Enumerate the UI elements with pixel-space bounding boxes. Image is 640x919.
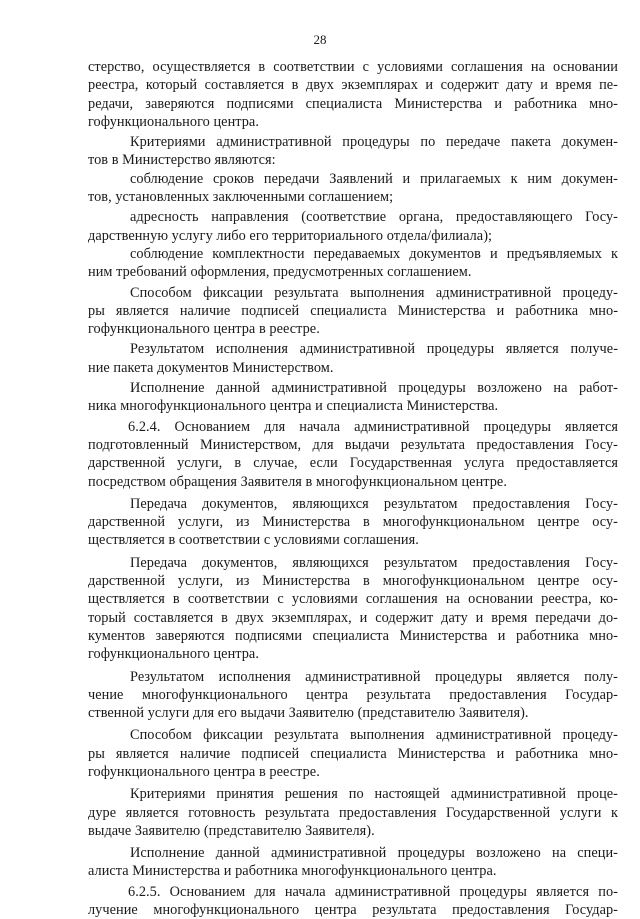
text-line: дуре является готовность результата предоставления Государственной услуги к [88, 804, 618, 821]
text-line: гофункционального центра в реестре. [88, 763, 320, 780]
text-line: дарственной услуги, из Министерства в многофункциональном центре осу- [88, 573, 618, 590]
text-line: стерство, осуществляется в соответствии с условиями соглашения на основании [88, 59, 618, 75]
text-line: ществляется в соответствии с условиями соглашения. [88, 532, 419, 549]
text-line: дарственной услуги, в случае, если Государственная услуга предоставляется [88, 455, 618, 472]
text-line: Результатом исполнения административной процедуры является получе- [130, 341, 618, 358]
text-line: Передача документов, являющихся результатом предоставления Госу- [130, 554, 618, 571]
text-line: дарственной услуги, из Министерства в многофункциональном центре осу- [88, 514, 618, 531]
text-line: посредством обращения Заявителя в многофункциональном центре. [88, 473, 507, 490]
text-line: кументов заверяются подписями специалиста Министерства и работника мно- [88, 627, 618, 644]
document-body [88, 58, 618, 919]
text-line: Исполнение данной административной процедуры возложено на специ- [130, 845, 618, 862]
text-line: лучение многофункционального центра результата предоставления Государ- [88, 902, 618, 919]
text-line: ние пакета документов Министерством. [88, 359, 334, 376]
text-line: чение многофункционального центра результата предоставления Государ- [88, 686, 618, 703]
text-line: 6.2.5. Основанием для начала административной процедуры является по- [128, 883, 618, 900]
text-line: редачи, заверяются подписями специалиста Министерства и работника мно- [88, 95, 618, 112]
page-number: 28 [313, 32, 327, 47]
text-line: ника многофункционального центра и специалиста Министерства. [88, 398, 499, 415]
text-line: соблюдение сроков передачи Заявлений и прилагаемых к ним докумен- [130, 170, 618, 187]
text-line: гофункционального центра. [88, 113, 259, 130]
text-line: Критериями принятия решения по настоящей административной проце- [130, 786, 618, 803]
text-line: Способом фиксации результата выполнения административной процеду- [130, 727, 618, 744]
text-line: Критериями административной процедуры по передаче пакета докумен- [130, 134, 618, 151]
text-line: соблюдение комплектности передаваемых документов и предъявляемых к [130, 245, 618, 262]
text-line: ственной услуги для его выдачи Заявителю (представителю Заявителя). [88, 705, 529, 722]
text-line: реестра, который составляется в двух экземплярах и содержит дату и время пе- [88, 77, 618, 94]
text-line: ним требований оформления, предусмотренных соглашением. [88, 264, 472, 281]
text-line: гофункционального центра в реестре. [88, 321, 320, 338]
text-line: 6.2.4. Основанием для начала административной процедуры является [128, 418, 618, 435]
text-line: ры является наличие подписей специалиста Министерства и работника мно- [88, 302, 618, 319]
text-line: Исполнение данной административной процедуры возложено на работ- [130, 380, 618, 397]
text-line: ры является наличие подписей специалиста Министерства и работника мно- [88, 745, 618, 762]
text-line: торый составляется в двух экземплярах, и содержит дату и время передачи до- [88, 609, 618, 626]
text-line: гофункционального центра. [88, 646, 259, 663]
text-line: дарственную услугу либо его территориального отдела/филиала); [88, 227, 493, 244]
text-line: тов, установленных заключенными соглашением; [88, 189, 394, 206]
text-line: Результатом исполнения административной процедуры является полу- [130, 668, 618, 685]
text-line: Передача документов, являющихся результатом предоставления Госу- [130, 495, 618, 512]
text-line: адресность направления (соответствие органа, предоставляющего Госу- [130, 209, 618, 226]
text-line: ществляется в соответствии с условиями соглашения на основании реестра, ко- [88, 591, 618, 608]
text-line: выдаче Заявителю (представителю Заявителя). [88, 822, 375, 839]
text-line: подготовленный Министерством, для выдачи результата предоставления Госу- [88, 436, 618, 453]
text-line: тов в Министерство являются: [88, 152, 276, 169]
text-line: Способом фиксации результата выполнения административной процеду- [130, 284, 618, 301]
text-line: алиста Министерства и работника многофункционального центра. [88, 863, 497, 880]
